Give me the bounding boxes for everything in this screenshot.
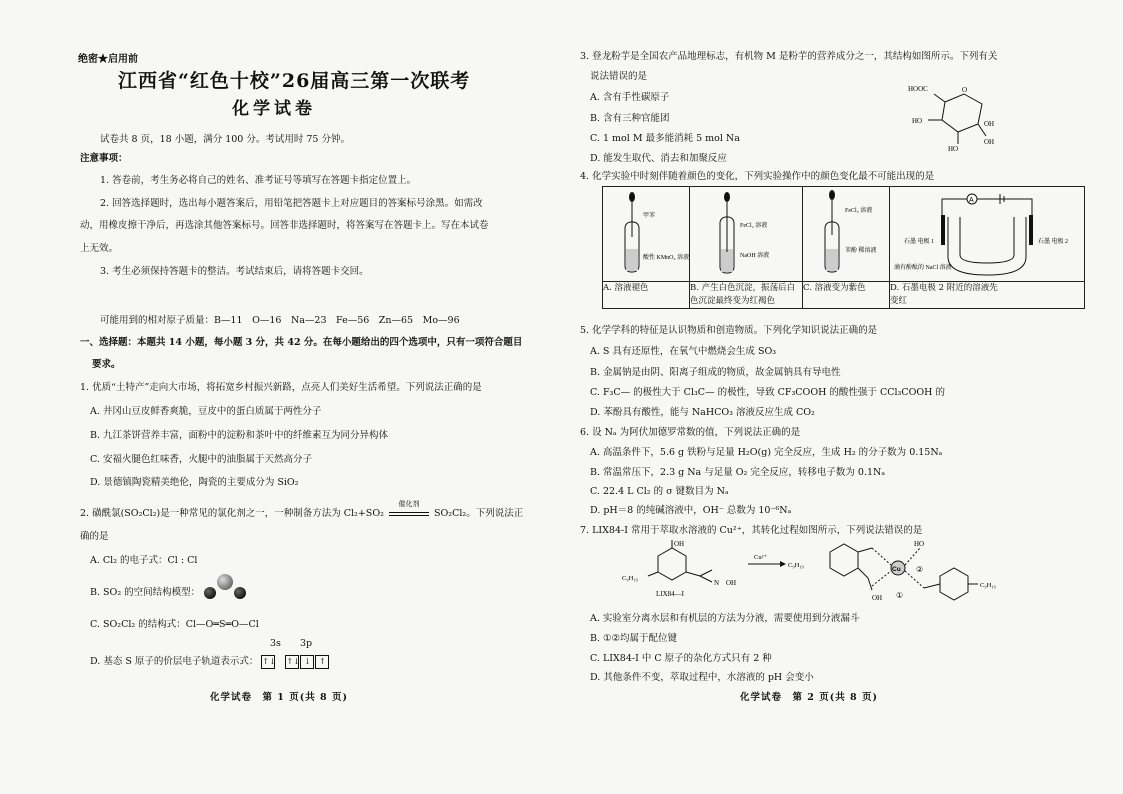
section-heading-2: 要求。 — [92, 359, 121, 370]
lix84-reaction-diagram — [620, 538, 1020, 604]
q4-experiment-table — [602, 186, 1085, 309]
cu-center: Cu — [892, 566, 901, 573]
exp-c-caption: C. 溶液变为紫色 — [803, 282, 890, 309]
q1-option-b: B. 九江茶饼营养丰富，面粉中的淀粉和茶叶中的纤维素互为同分异构体 — [90, 430, 389, 441]
q2-option-b: B. SO₂ 的空间结构模型： — [90, 587, 201, 598]
orbital-box: ↑↓ — [261, 655, 275, 669]
complex-alkyl-left: C₉H₁₉ — [788, 562, 804, 569]
question-4: 4. 化学实验中时刻伴随着颜色的变化，下列实验操作中的颜色变化最不可能出现的是 — [580, 171, 935, 182]
arrow-cu-label: Cu²⁺ — [754, 554, 767, 561]
q6-option-b: B. 常温常压下，2.3 g Na 与足量 O₂ 完全反应，转移电子数为 0.1Nₐ — [590, 467, 885, 478]
q7-option-b: B. ①②均属于配位键 — [590, 633, 678, 644]
note-3: 3. 考生必须保持答题卡的整洁。考试结束后，请将答题卡交回。 — [100, 266, 369, 277]
q1-option-a: A. 井冈山豆皮鲜香爽脆，豆皮中的蛋白质属于两性分子 — [90, 406, 322, 417]
q7-option-d: D. 其他条件不变，萃取过程中，水溶液的 pH 会变小 — [590, 672, 814, 683]
exp-b-reagent: FeCl₂ 溶液 — [740, 223, 768, 229]
question-2 — [80, 500, 524, 519]
complex-alkyl-right: C₉H₁₉ — [980, 582, 996, 589]
q1-option-c: C. 安福火腿色红味香，火腿中的油脂属于天然高分子 — [90, 454, 312, 465]
complex-oh: OH — [872, 594, 883, 602]
exp-d-caption-line1: D. 石墨电极 2 附近的溶液先 — [890, 283, 998, 293]
molecule-m-structure — [900, 80, 1010, 152]
q7-option-c: C. LIX84-I 中 C 原子的杂化方式只有 2 种 — [590, 653, 772, 664]
q2-option-c: C. SO₂Cl₂ 的结构式：Cl—O═S═O—Cl — [90, 619, 259, 630]
page-footer: 化学试卷 第 2 页(共 8 页) — [740, 692, 878, 703]
question-6: 6. 设 Nₐ 为阿伏加德罗常数的值，下列说法正确的是 — [580, 427, 801, 438]
q5-option-a: A. S 具有还原性，在氧气中燃烧会生成 SO₃ — [590, 346, 777, 357]
orbital-3s-label: 3s — [270, 638, 281, 649]
note-2c: 上无效。 — [80, 243, 119, 254]
exp-b-caption-line1: B. 产生白色沉淀，振荡后白 — [690, 283, 796, 293]
q5-option-d: D. 苯酚具有酸性，能与 NaHCO₃ 溶液反应生成 CO₂ — [590, 407, 815, 418]
note-2b: 动，用橡皮擦干净后，再选涂其他答案标号。回答非选择题时，将答案写在答题卡上。写在本试卷 — [80, 220, 489, 231]
exp-a-caption: A. 溶液褪色 — [603, 282, 690, 309]
ammeter: A — [969, 197, 974, 204]
confidential-mark: 绝密★启用前 — [78, 54, 138, 65]
exp-d-solution: 滴有酚酞的 NaCl 溶液 — [894, 265, 952, 271]
orbital-box: ↑↓ — [285, 655, 299, 669]
q2-text-a: 2. 磺酰氯(SO₂Cl₂)是一种常见的氯化剂之一，一种制备方法为 Cl₂+SO₂ — [80, 508, 384, 519]
mol-oh-2: OH — [984, 120, 995, 128]
q1-option-d: D. 景德镇陶瓷精美绝伦，陶瓷的主要成分为 SiO₂ — [90, 477, 299, 488]
exam-title: 江西省“红色十校”26届高三第一次联考 — [118, 70, 471, 92]
q7-option-a: A. 实验室分离水层和有机层的方法为分液，需要使用到分液漏斗 — [590, 613, 860, 624]
mol-oh-1: OH — [984, 138, 995, 146]
catalyst-label: 催化剂 — [398, 500, 420, 508]
subject-title: 化学试卷 — [232, 99, 316, 119]
exp-b-figure — [690, 187, 803, 282]
exp-a-figure — [603, 187, 690, 282]
note-2a: 2. 回答选择题时，选出每小题答案后，用铅笔把答题卡上对应题目的答案标号涂黑。如需改 — [100, 198, 483, 209]
orbital-box: ↓ — [300, 655, 314, 669]
lix-alkyl: C₉H₁₉ — [622, 575, 638, 582]
exp-b-caption — [690, 282, 803, 309]
exp-c-figure — [803, 187, 890, 282]
so2-ball-model — [200, 571, 250, 603]
bond-1-label: ① — [896, 591, 904, 600]
exp-b-caption-line2: 色沉淀最终变为红褐色 — [690, 296, 776, 306]
orbital-box: ↑ — [315, 655, 329, 669]
exp-d-electrode-2: 石墨 电极 2 — [1038, 239, 1069, 245]
exp-a-reagent: 甲苯 — [643, 213, 656, 219]
q3-option-c: C. 1 mol M 最多能消耗 5 mol Na — [590, 133, 740, 144]
q2-option-d-text: D. 基态 S 原子的价层电子轨道表示式： — [90, 656, 259, 667]
lix-label: LIX84—I — [656, 590, 684, 598]
exam-info: 试卷共 8 页，18 小题，满分 100 分。考试用时 75 分钟。 — [100, 134, 350, 145]
note-1: 1. 答卷前，考生务必将自己的姓名、准考证号等填写在答题卡指定位置上。 — [100, 175, 417, 186]
lix-oh: OH — [674, 540, 685, 548]
q6-option-d: D. pH＝8 的纯碱溶液中，OH⁻ 总数为 10⁻⁶Nₐ — [590, 505, 792, 516]
q6-option-c: C. 22.4 L Cl₂ 的 σ 键数目为 Nₐ — [590, 486, 729, 497]
oxygen-atom — [204, 587, 216, 599]
notes-heading: 注意事项： — [80, 153, 128, 164]
question-3: 3. 登龙粉芋是全国农产品地理标志，有机物 M 是粉芋的营养成分之一，其结构如图所示。下列有关 — [580, 51, 998, 62]
mol-ring-o: O — [962, 86, 968, 94]
exp-d-figure — [890, 187, 1085, 282]
mol-hooc: HOOC — [908, 85, 928, 93]
oxygen-atom — [234, 587, 246, 599]
question-1: 1. 优质“土特产”走向大市场，将拓宽乡村振兴新路，点亮人们美好生活希望。下列说法正确的是 — [80, 382, 482, 393]
exp-c-reagent: FeCl₃ 溶液 — [845, 208, 873, 214]
section-heading: 一、选择题：本题共 14 小题，每小题 3 分，共 42 分。在每小题给出的四个选项中，只有一项符合题目 — [80, 337, 523, 348]
mol-ho-2: HO — [948, 145, 959, 152]
lix-n: N — [714, 579, 720, 587]
q5-option-b: B. 金属钠是由阴、阳离子组成的物质，故金属钠具有导电性 — [590, 367, 841, 378]
q5-option-c: C. F₃C— 的极性大于 Cl₃C— 的极性，导致 CF₃COOH 的酸性强于 CCl₃COOH 的 — [590, 387, 945, 398]
exp-d-electrode-1: 石墨 电极 1 — [904, 239, 935, 245]
q3-option-a: A. 含有手性碳原子 — [590, 92, 670, 103]
left-page — [0, 0, 560, 794]
right-page — [560, 0, 1123, 794]
lix-n-oh: OH — [726, 579, 737, 587]
page-footer: 化学试卷 第 1 页(共 8 页) — [210, 692, 348, 703]
mol-ho-1: HO — [912, 117, 923, 125]
bond-2-label: ② — [916, 565, 924, 574]
reaction-arrow — [387, 500, 431, 519]
q3-option-d: D. 能发生取代、消去和加聚反应 — [590, 153, 727, 164]
atomic-mass: 可能用到的相对原子质量：B—11 O—16 Na—23 Fe—56 Zn—65 Mo—96 — [100, 315, 460, 326]
question-5: 5. 化学学科的特征是认识物质和创造物质。下列化学知识说法正确的是 — [580, 325, 878, 336]
q6-option-a: A. 高温条件下，5.6 g 铁粉与足量 H₂O(g) 完全反应，生成 H₂ 的分子数为 0.15Nₐ — [590, 447, 943, 458]
sulfur-atom — [217, 574, 233, 590]
exp-b-solution: NaOH 溶液 — [740, 253, 770, 259]
exp-c-solution: 苯酚 稀溶液 — [845, 248, 877, 254]
q2-text-c: 确的是 — [80, 531, 109, 542]
question-3b: 说法错误的是 — [590, 71, 648, 82]
complex-ho: HO — [914, 540, 925, 548]
exp-a-solution: 酸性 KMnO₄ 溶液 — [643, 255, 689, 261]
q2-option-a: A. Cl₂ 的电子式：Cl : Cl — [90, 555, 198, 566]
q2-text-b: SO₂Cl₂。下列说法正 — [433, 508, 524, 519]
q2-option-d — [90, 653, 330, 669]
exp-d-caption — [890, 282, 1085, 309]
question-7: 7. LIX84-I 常用于萃取水溶液的 Cu²⁺，其转化过程如图所示，下列说法错误的是 — [580, 525, 923, 536]
exp-d-caption-line2: 变红 — [890, 296, 908, 306]
orbital-3p-label: 3p — [300, 638, 313, 649]
q3-option-b: B. 含有三种官能团 — [590, 113, 670, 124]
